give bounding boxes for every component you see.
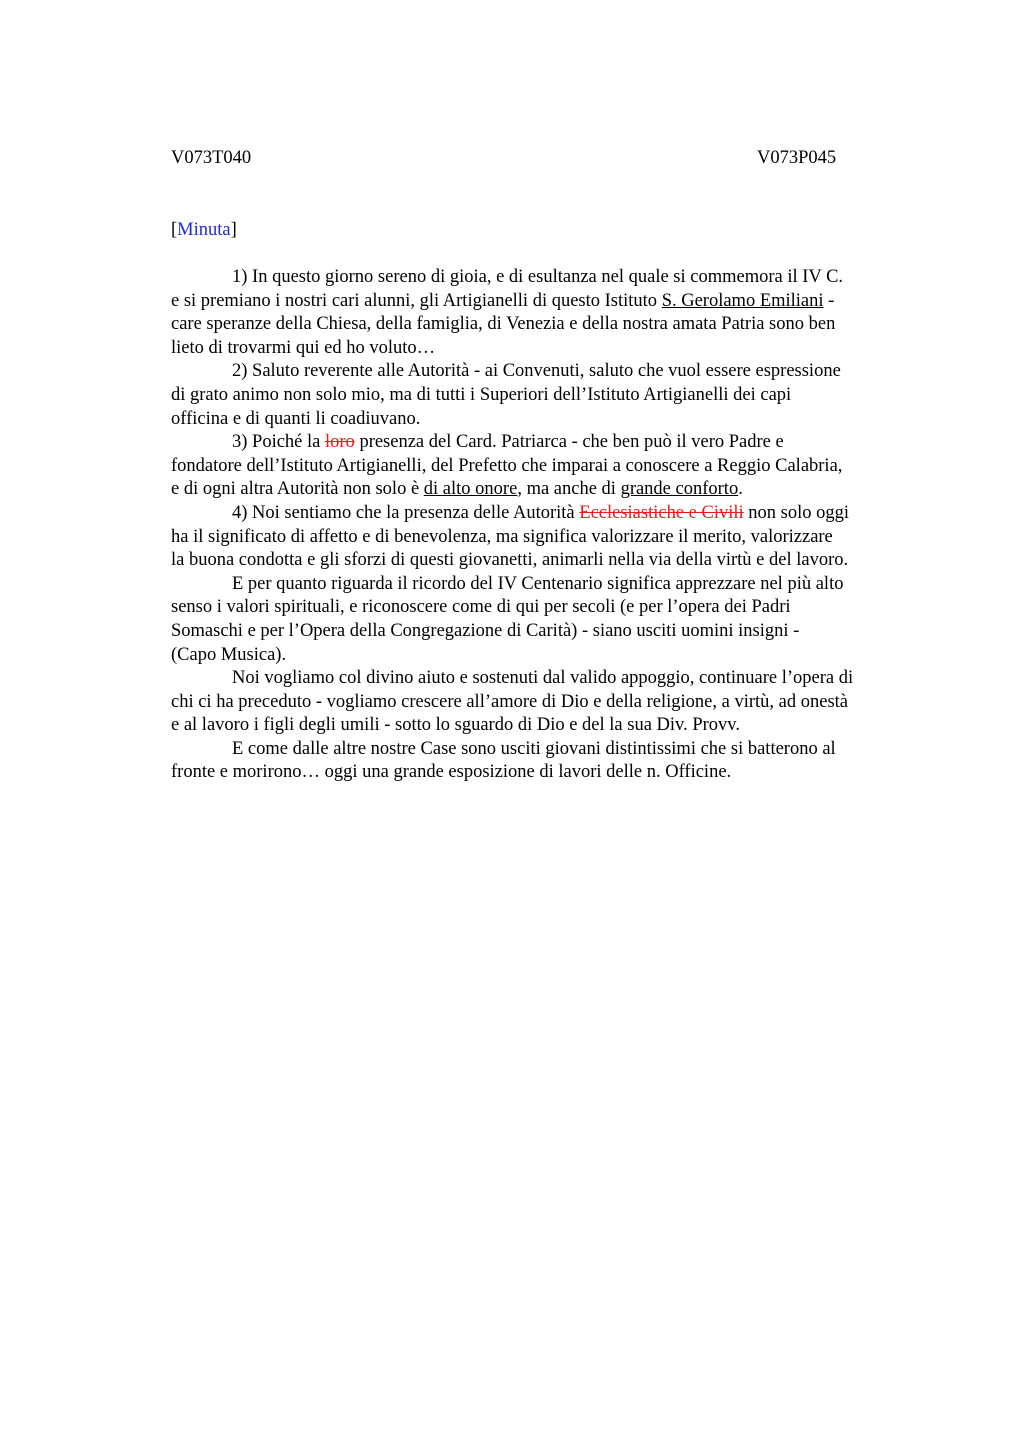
text-run: .: [738, 479, 743, 500]
text-line: (Capo Musica).: [171, 644, 287, 665]
text-line: [171, 431, 929, 455]
text-line: E per quanto riguarda il ricordo del IV Centenario significa apprezzare nel più alto: [232, 573, 844, 594]
text-run: -: [823, 290, 835, 311]
text-run: 4) Noi sentiamo che la presenza delle Autorità: [232, 502, 580, 523]
paragraph-4: [171, 502, 929, 573]
text-run: non solo oggi: [743, 502, 850, 523]
heading-open-bracket: [: [171, 220, 178, 240]
text-line: [171, 502, 929, 526]
text-line: di grato animo non solo mio, ma di tutti i Superiori dell’Istituto Artigianelli dei capi: [171, 384, 792, 405]
text-run: , ma anche di: [517, 479, 621, 500]
heading-label: Minuta: [177, 220, 231, 240]
document-code-left: V073T040: [171, 148, 252, 168]
underlined-text: S. Gerolamo Emiliani: [661, 290, 824, 311]
text-line: care speranze della Chiesa, della famiglia, di Venezia e della nostra amata Patria sono ben: [171, 314, 836, 335]
text-line: [171, 290, 929, 314]
underlined-text: grande conforto: [620, 479, 739, 500]
text-line: e al lavoro i figli degli umili - sotto lo sguardo di Dio e del la sua Div. Provv.: [171, 715, 740, 736]
text-run: e di ogni altra Autorità non solo è: [171, 479, 424, 500]
paragraph-5: [171, 573, 929, 667]
underlined-text: di alto onore: [423, 479, 518, 500]
paragraph-3: [171, 431, 929, 502]
text-line: [171, 478, 929, 502]
text-line: lieto di trovarmi qui ed ho voluto…: [171, 337, 436, 358]
text-line: fronte e morirono… oggi una grande esposizione di lavori delle n. Officine.: [171, 762, 732, 783]
text-line: E come dalle altre nostre Case sono usciti giovani distintissimi che si batterono al: [232, 738, 836, 759]
text-line: Somaschi e per l’Opera della Congregazione di Carità) - siano usciti uomini insigni -: [171, 620, 800, 641]
text-line: Noi vogliamo col divino aiuto e sostenuti dal valido appoggio, continuare l’opera di: [232, 668, 854, 689]
document-code-right: V073P045: [757, 148, 837, 168]
heading-close-bracket: ]: [230, 220, 237, 240]
text-line: 1) In questo giorno sereno di gioia, e di esultanza nel quale si commemora il IV C.: [232, 267, 844, 287]
text-line: officina e di quanti li coadiuvano.: [171, 408, 421, 429]
paragraph-6: [171, 667, 929, 738]
text-run: 3) Poiché la: [232, 432, 325, 453]
struck-text: loro: [325, 432, 355, 453]
paragraph-2: [171, 360, 929, 431]
struck-text: Ecclesiastiche e Civili: [579, 502, 744, 523]
text-line: la buona condotta e gli sforzi di questi giovanetti, animarli nella via della virtù e del lavoro.: [171, 550, 849, 571]
text-run: presenza del Card. Patriarca - che ben può il vero Padre e: [354, 432, 784, 453]
paragraph-7: [171, 738, 929, 785]
document-heading: [171, 218, 237, 242]
text-line: ha il significato di affetto e di benevolenza, ma significa valorizzare il merito, valorizzare: [171, 526, 833, 547]
text-line: chi ci ha preceduto - vogliamo crescere all’amore di Dio e della religione, a virtù, ad onestà: [171, 691, 849, 712]
paragraph-1: [171, 266, 929, 360]
document-body: [171, 266, 929, 785]
text-line: senso i valori spirituali, e riconoscere come di qui per secoli (e per l’opera dei Padri: [171, 597, 791, 618]
text-run: e si premiano i nostri cari alunni, gli Artigianelli di questo Istituto: [171, 290, 662, 311]
text-line: fondatore dell’Istituto Artigianelli, del Prefetto che imparai a conoscere a Reggio Calabria,: [171, 455, 843, 476]
text-line: 2) Saluto reverente alle Autorità - ai Convenuti, saluto che vuol essere espressione: [232, 361, 841, 382]
